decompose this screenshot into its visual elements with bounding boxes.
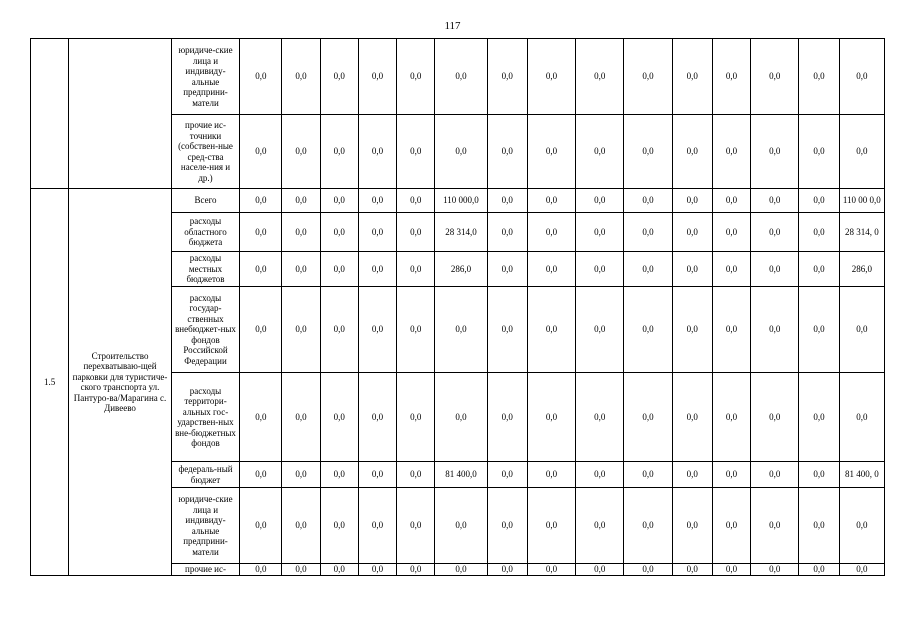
value-cell: 0,0 — [624, 287, 672, 373]
value-cell: 0,0 — [320, 564, 358, 576]
value-cell: 0,0 — [712, 189, 750, 213]
value-cell: 286,0 — [839, 252, 884, 287]
value-cell: 0,0 — [358, 462, 396, 488]
value-cell: 0,0 — [487, 373, 527, 462]
value-cell: 0,0 — [397, 115, 435, 189]
value-cell: 0,0 — [320, 373, 358, 462]
value-cell: 0,0 — [672, 564, 712, 576]
value-cell: 0,0 — [624, 39, 672, 115]
value-cell: 0,0 — [712, 488, 750, 564]
value-cell: 0,0 — [397, 488, 435, 564]
value-cell: 0,0 — [282, 189, 320, 213]
value-cell: 0,0 — [282, 488, 320, 564]
value-cell: 81 400, 0 — [839, 462, 884, 488]
value-cell: 0,0 — [576, 252, 624, 287]
item-number-cell: 1.5 — [31, 189, 69, 576]
value-cell: 0,0 — [240, 462, 282, 488]
value-cell: 0,0 — [839, 39, 884, 115]
value-cell: 0,0 — [527, 564, 575, 576]
value-cell: 0,0 — [487, 287, 527, 373]
funding-source-cell: Всего — [171, 189, 239, 213]
value-cell: 0,0 — [751, 189, 799, 213]
value-cell: 0,0 — [282, 462, 320, 488]
value-cell: 0,0 — [358, 373, 396, 462]
value-cell: 0,0 — [799, 213, 839, 252]
value-cell: 0,0 — [240, 39, 282, 115]
value-cell: 0,0 — [397, 462, 435, 488]
value-cell: 0,0 — [282, 213, 320, 252]
value-cell: 0,0 — [799, 189, 839, 213]
value-cell: 0,0 — [435, 115, 487, 189]
value-cell: 0,0 — [527, 373, 575, 462]
funding-source-cell: федераль-ный бюджет — [171, 462, 239, 488]
value-cell: 0,0 — [712, 373, 750, 462]
value-cell: 0,0 — [487, 213, 527, 252]
value-cell: 0,0 — [799, 462, 839, 488]
value-cell: 0,0 — [576, 488, 624, 564]
value-cell: 0,0 — [527, 189, 575, 213]
value-cell: 0,0 — [576, 564, 624, 576]
value-cell: 0,0 — [799, 564, 839, 576]
value-cell: 0,0 — [672, 488, 712, 564]
value-cell: 0,0 — [799, 488, 839, 564]
funding-source-cell: юридиче-ские лица и индивиду-альные предприни-матели — [171, 488, 239, 564]
value-cell: 0,0 — [240, 373, 282, 462]
value-cell: 0,0 — [435, 287, 487, 373]
item-number-cell — [31, 39, 69, 189]
value-cell: 0,0 — [751, 287, 799, 373]
value-cell: 0,0 — [282, 287, 320, 373]
value-cell: 0,0 — [487, 462, 527, 488]
value-cell: 0,0 — [435, 373, 487, 462]
value-cell: 0,0 — [358, 213, 396, 252]
value-cell: 0,0 — [320, 39, 358, 115]
value-cell: 0,0 — [576, 39, 624, 115]
value-cell: 0,0 — [751, 462, 799, 488]
value-cell: 0,0 — [624, 252, 672, 287]
value-cell: 110 00 0,0 — [839, 189, 884, 213]
value-cell: 0,0 — [624, 373, 672, 462]
value-cell: 0,0 — [240, 252, 282, 287]
value-cell: 0,0 — [320, 462, 358, 488]
value-cell: 110 000,0 — [435, 189, 487, 213]
value-cell: 0,0 — [527, 287, 575, 373]
value-cell: 0,0 — [799, 39, 839, 115]
value-cell: 0,0 — [576, 115, 624, 189]
value-cell: 0,0 — [624, 462, 672, 488]
value-cell: 0,0 — [712, 287, 750, 373]
value-cell: 0,0 — [672, 189, 712, 213]
value-cell: 0,0 — [839, 373, 884, 462]
value-cell: 0,0 — [358, 488, 396, 564]
value-cell: 0,0 — [487, 115, 527, 189]
value-cell: 0,0 — [799, 252, 839, 287]
value-cell: 0,0 — [282, 39, 320, 115]
value-cell: 28 314, 0 — [839, 213, 884, 252]
value-cell: 0,0 — [527, 252, 575, 287]
value-cell: 0,0 — [712, 213, 750, 252]
table-row — [31, 39, 885, 115]
funding-source-cell: расходы местных бюджетов — [171, 252, 239, 287]
value-cell: 0,0 — [751, 115, 799, 189]
value-cell: 0,0 — [712, 462, 750, 488]
value-cell: 0,0 — [358, 115, 396, 189]
funding-source-cell: расходы территори-альных гос-ударствен-ных вне-бюджетных фондов — [171, 373, 239, 462]
value-cell: 0,0 — [397, 564, 435, 576]
funding-table — [30, 38, 885, 576]
funding-source-cell: юридиче-ские лица и индивиду-альные предприни-матели — [171, 39, 239, 115]
funding-source-cell: расходы государ-ственных внебюджет-ных фондов Российской Федерации — [171, 287, 239, 373]
value-cell: 0,0 — [282, 564, 320, 576]
value-cell: 81 400,0 — [435, 462, 487, 488]
value-cell: 0,0 — [751, 213, 799, 252]
value-cell: 0,0 — [487, 252, 527, 287]
value-cell: 0,0 — [624, 115, 672, 189]
value-cell: 0,0 — [282, 252, 320, 287]
value-cell: 0,0 — [672, 462, 712, 488]
value-cell: 0,0 — [397, 39, 435, 115]
value-cell: 0,0 — [527, 462, 575, 488]
value-cell: 0,0 — [624, 488, 672, 564]
value-cell: 0,0 — [397, 373, 435, 462]
value-cell: 0,0 — [751, 564, 799, 576]
value-cell: 0,0 — [397, 189, 435, 213]
value-cell: 0,0 — [358, 287, 396, 373]
value-cell: 0,0 — [712, 564, 750, 576]
value-cell: 0,0 — [839, 115, 884, 189]
value-cell: 0,0 — [240, 564, 282, 576]
value-cell: 0,0 — [576, 189, 624, 213]
value-cell: 0,0 — [751, 252, 799, 287]
value-cell: 286,0 — [435, 252, 487, 287]
value-cell: 0,0 — [751, 488, 799, 564]
value-cell: 0,0 — [712, 252, 750, 287]
value-cell: 0,0 — [487, 564, 527, 576]
table-row — [31, 189, 885, 213]
value-cell: 0,0 — [397, 287, 435, 373]
value-cell: 0,0 — [358, 564, 396, 576]
value-cell: 0,0 — [320, 252, 358, 287]
value-cell: 28 314,0 — [435, 213, 487, 252]
value-cell: 0,0 — [320, 488, 358, 564]
value-cell: 0,0 — [487, 39, 527, 115]
funding-source-cell: прочие ис- — [171, 564, 239, 576]
value-cell: 0,0 — [839, 488, 884, 564]
value-cell: 0,0 — [672, 39, 712, 115]
value-cell: 0,0 — [751, 39, 799, 115]
value-cell: 0,0 — [435, 39, 487, 115]
value-cell: 0,0 — [435, 564, 487, 576]
value-cell: 0,0 — [672, 373, 712, 462]
value-cell: 0,0 — [527, 115, 575, 189]
value-cell: 0,0 — [397, 252, 435, 287]
value-cell: 0,0 — [527, 39, 575, 115]
value-cell: 0,0 — [712, 115, 750, 189]
value-cell: 0,0 — [320, 287, 358, 373]
value-cell: 0,0 — [624, 189, 672, 213]
value-cell: 0,0 — [799, 287, 839, 373]
page-number: 117 — [444, 20, 461, 32]
funding-source-cell: прочие ис-точники (собствен-ные сред-ства населе-ния и др.) — [171, 115, 239, 189]
value-cell: 0,0 — [576, 287, 624, 373]
value-cell: 0,0 — [712, 39, 750, 115]
value-cell: 0,0 — [799, 115, 839, 189]
value-cell: 0,0 — [282, 115, 320, 189]
value-cell: 0,0 — [240, 488, 282, 564]
value-cell: 0,0 — [527, 213, 575, 252]
value-cell: 0,0 — [487, 189, 527, 213]
value-cell: 0,0 — [672, 287, 712, 373]
value-cell: 0,0 — [672, 115, 712, 189]
value-cell: 0,0 — [397, 213, 435, 252]
value-cell: 0,0 — [624, 564, 672, 576]
value-cell: 0,0 — [240, 213, 282, 252]
value-cell: 0,0 — [320, 189, 358, 213]
value-cell: 0,0 — [358, 189, 396, 213]
value-cell: 0,0 — [799, 373, 839, 462]
value-cell: 0,0 — [839, 564, 884, 576]
item-name-cell — [69, 39, 172, 189]
value-cell: 0,0 — [527, 488, 575, 564]
value-cell: 0,0 — [282, 373, 320, 462]
value-cell: 0,0 — [240, 287, 282, 373]
value-cell: 0,0 — [487, 488, 527, 564]
value-cell: 0,0 — [672, 252, 712, 287]
value-cell: 0,0 — [240, 189, 282, 213]
item-name-cell: Строительство перехватываю-щей парковки для туристиче-ского транспорта ул. Пантуро-ва/Марагина с. Дивеево — [69, 189, 172, 576]
value-cell: 0,0 — [435, 488, 487, 564]
value-cell: 0,0 — [320, 213, 358, 252]
value-cell: 0,0 — [624, 213, 672, 252]
value-cell: 0,0 — [576, 213, 624, 252]
value-cell: 0,0 — [358, 39, 396, 115]
value-cell: 0,0 — [576, 373, 624, 462]
value-cell: 0,0 — [358, 252, 396, 287]
funding-source-cell: расходы областного бюджета — [171, 213, 239, 252]
value-cell: 0,0 — [672, 213, 712, 252]
value-cell: 0,0 — [839, 287, 884, 373]
value-cell: 0,0 — [576, 462, 624, 488]
value-cell: 0,0 — [751, 373, 799, 462]
value-cell: 0,0 — [240, 115, 282, 189]
value-cell: 0,0 — [320, 115, 358, 189]
